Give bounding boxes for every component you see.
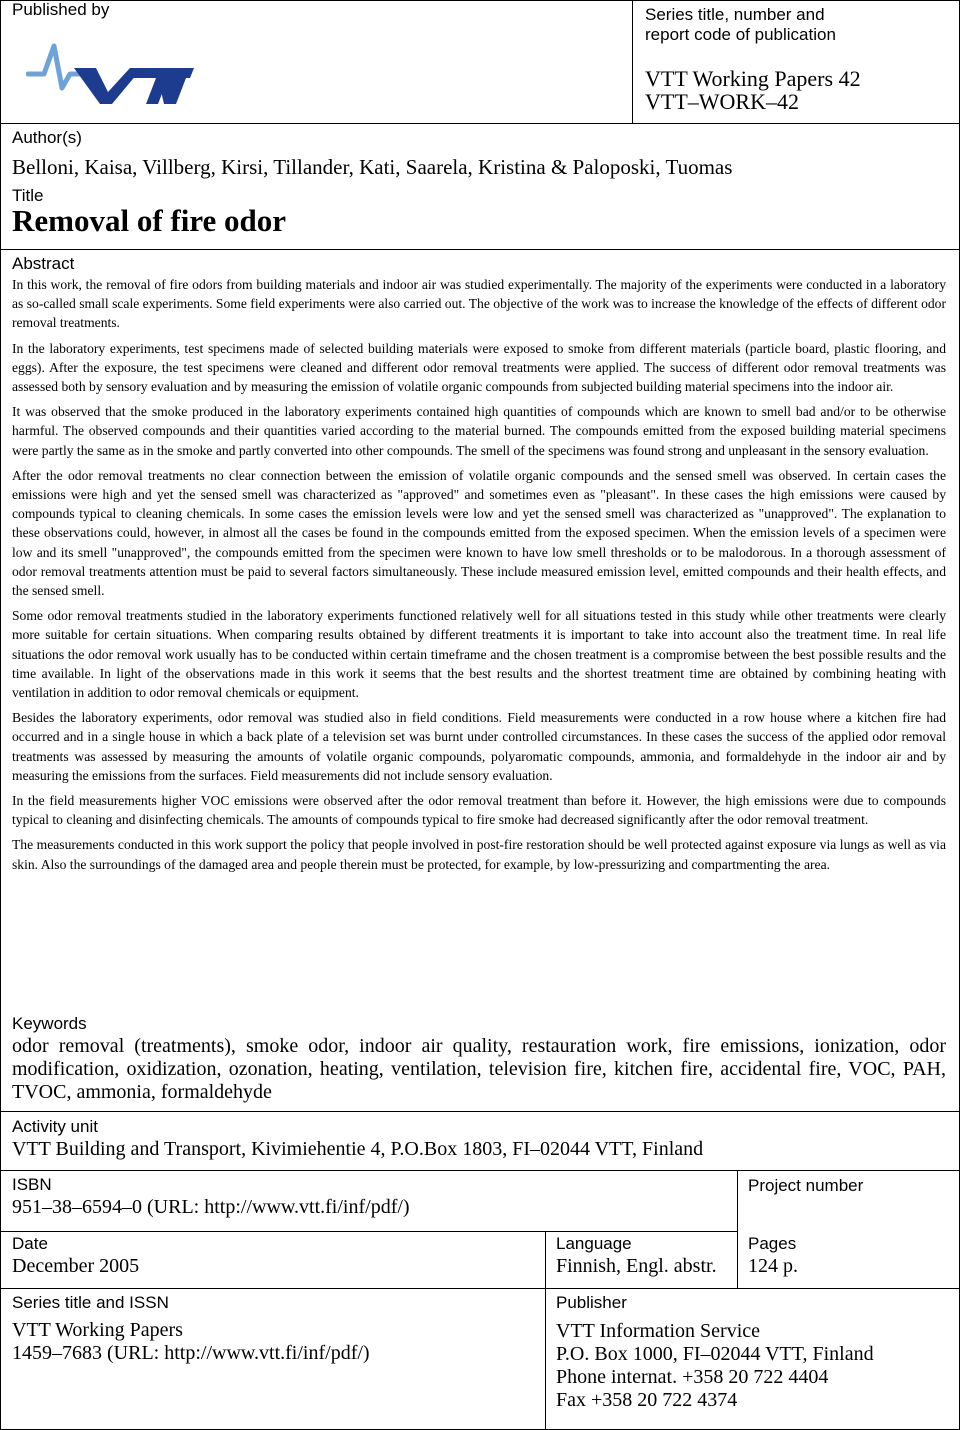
series-label-line2: report code of publication: [645, 25, 836, 44]
isbn-label: ISBN: [12, 1175, 52, 1194]
publisher-value: [556, 1320, 874, 1412]
publisher-line: VTT Information Service: [556, 1320, 761, 1342]
abstract-paragraph: It was observed that the smoke produced in the laboratory experiments contained high quantities of compounds which are known to smell bad and/or to be otherwise harmful. The observed compounds and their quantities varied according to the material burned. The compounds emitted from the exposed building material specimens were partly the same as in the smoke and partly converted into other compounds. The smell of the specimens was found strong and unpleasant in the sensory evaluation.: [12, 404, 946, 458]
publisher-line: P.O. Box 1000, FI–02044 VTT, Finland: [556, 1343, 874, 1365]
authors-value: Belloni, Kaisa, Villberg, Kirsi, Tillander, Kati, Saarela, Kristina & Paloposki, Tuomas: [12, 155, 733, 179]
keywords-bottom-rule: [0, 1111, 960, 1112]
language-label: Language: [556, 1234, 632, 1253]
activity-unit-label: Activity unit: [12, 1117, 98, 1136]
publisher-line: Fax +358 20 722 4374: [556, 1389, 738, 1411]
series-issn-line2: 1459–7683 (URL: http://www.vtt.fi/inf/pdf/): [12, 1342, 370, 1364]
pages-label: Pages: [748, 1234, 797, 1253]
abstract-paragraph: Besides the laboratory experiments, odor removal was studied also in field conditions. Field measurements were conducted in a row house where a kitchen fire had occurred and in a single house in which a back plate of a television set was burnt under controlled circumstances. In these cases the success of the applied odor removal treatments was assessed by measuring the amounts of volatile organic compounds, polyaromatic compounds, ammonia, and formaldehyde in the indoor air and by measuring the emissions from the surfaces. Field measurements did not include sensory evaluation.: [12, 710, 946, 783]
series-value: [645, 67, 861, 113]
header-bottom-rule: [0, 123, 960, 124]
vtt-logo-graphic: [26, 42, 196, 106]
date-bottom-rule: [0, 1288, 960, 1289]
project-number-label: Project number: [748, 1176, 864, 1195]
title-bottom-rule: [0, 249, 960, 250]
abstract-label: Abstract: [12, 254, 75, 273]
pages-value: 124 p.: [748, 1255, 798, 1277]
series-issn-line1: VTT Working Papers: [12, 1319, 183, 1341]
abstract-paragraph: After the odor removal treatments no clear connection between the emission of volatile organic compounds and the sensed smell was observed. In certain cases the emissions were high and yet the sensed smell was characterized as "approved" and sometimes even as "pleasant". In these cases the high emissions were caused by compounds typical to cleaning chemicals. In some cases the emission levels were low and yet the sensed smell was characterized as "unapproved". The explanation to these observations could, however, in almost all the cases be found in the compounds emitted from the exposed specimen. When the emission levels of a specimen were low and its smell "unapproved", the compounds emitted from the specimen were known to have low smell thresholds or to be malodorous. In a thorough assessment of odor removal treatments attention must be paid to several factors simultaneously. These include measured emission level, emitted compounds and their health effects, and the sensed smell.: [12, 467, 946, 599]
header-divider: [632, 0, 633, 123]
language-divider: [545, 1231, 546, 1430]
abstract-paragraph: Some odor removal treatments studied in the laboratory experiments functioned relatively well for all situations tested in this study while other treatments were clearly more suitable for certain situations. When comparing results obtained by different treatments it is important to take into account also the treatment time. In real life situations the odor removal work usually has to be conducted within certain timeframe and the chosen treatment is a compromise between the best possible results and the time available. In light of the observations made in this work it seems that the best results and the shortest treatment time are obtained by combining heating with ventilation in addition to odor removal chemicals or equipment.: [12, 608, 946, 701]
series-issn-label: Series title and ISSN: [12, 1293, 169, 1312]
abstract-paragraph: The measurements conducted in this work support the policy that people involved in post-fire restoration should be well protected against exposure via lungs as well as via skin. Also the surroundings of the damaged area and people therein must be protected, for example, by low-pressurizing and compartmenting the area.: [12, 837, 946, 872]
vtt-logo: [26, 42, 196, 106]
isbn-bottom-rule: [0, 1231, 737, 1232]
language-value: Finnish, Engl. abstr.: [556, 1255, 717, 1277]
publisher-label: Publisher: [556, 1293, 627, 1312]
series-value-line2: VTT–WORK–42: [645, 89, 799, 114]
date-value: December 2005: [12, 1255, 140, 1277]
keywords-value: odor removal (treatments), smoke odor, indoor air quality, restauration work, fire emissions, ionization, odor modification, oxidization, ozonation, heating, ventilation, television fire, kitchen fire, accidental fire, VOC, PAH, TVOC, ammonia, formaldehyde: [12, 1035, 946, 1103]
abstract-paragraph: In the laboratory experiments, test specimens made of selected building materials were exposed to smoke from different materials (particle board, plastic flooring, and eggs). After the exposure, the test specimens were cleaned and different odor removal treatments were applied. The success of different odor removal treatments was assessed both by sensory evaluation and by measuring the emission of volatile organic compounds from subjected building material specimens into the indoor air.: [12, 340, 946, 395]
series-value-line1: VTT Working Papers 42: [645, 66, 861, 91]
document-title: Removal of fire odor: [12, 203, 287, 238]
abstract-paragraph: In this work, the removal of fire odors from building materials and indoor air was studied experimentally. The majority of the experiments were conducted in a laboratory as so-called small scale experiments. Some field experiments were also carried out. The objective of the work was to increase the knowledge of the effects of different odor removal treatments.: [12, 277, 946, 331]
abstract-paragraph: In the field measurements higher VOC emissions were observed after the odor removal treatment than before it. However, the high emissions were due to compounds typical to cleaning and disinfecting chemicals. The amounts of compounds typical to fire smoke had decreased significantly after the odor removal treatment.: [12, 793, 946, 828]
activity-bottom-rule: [0, 1170, 960, 1171]
project-divider: [737, 1170, 738, 1288]
series-label: [645, 5, 836, 45]
published-by-label: Published by: [12, 0, 110, 19]
isbn-value: 951–38–6594–0 (URL: http://www.vtt.fi/inf/pdf/): [12, 1196, 410, 1218]
keywords-label: Keywords: [12, 1014, 87, 1033]
series-issn-value: [12, 1319, 370, 1365]
title-label: Title: [12, 186, 44, 205]
date-label: Date: [12, 1234, 48, 1253]
abstract-body: [12, 275, 946, 880]
series-label-line1: Series title, number and: [645, 5, 825, 24]
publisher-line: Phone internat. +358 20 722 4404: [556, 1366, 829, 1388]
activity-unit-value: VTT Building and Transport, Kivimiehentie 4, P.O.Box 1803, FI–02044 VTT, Finland: [12, 1138, 704, 1160]
authors-label: Author(s): [12, 128, 82, 147]
